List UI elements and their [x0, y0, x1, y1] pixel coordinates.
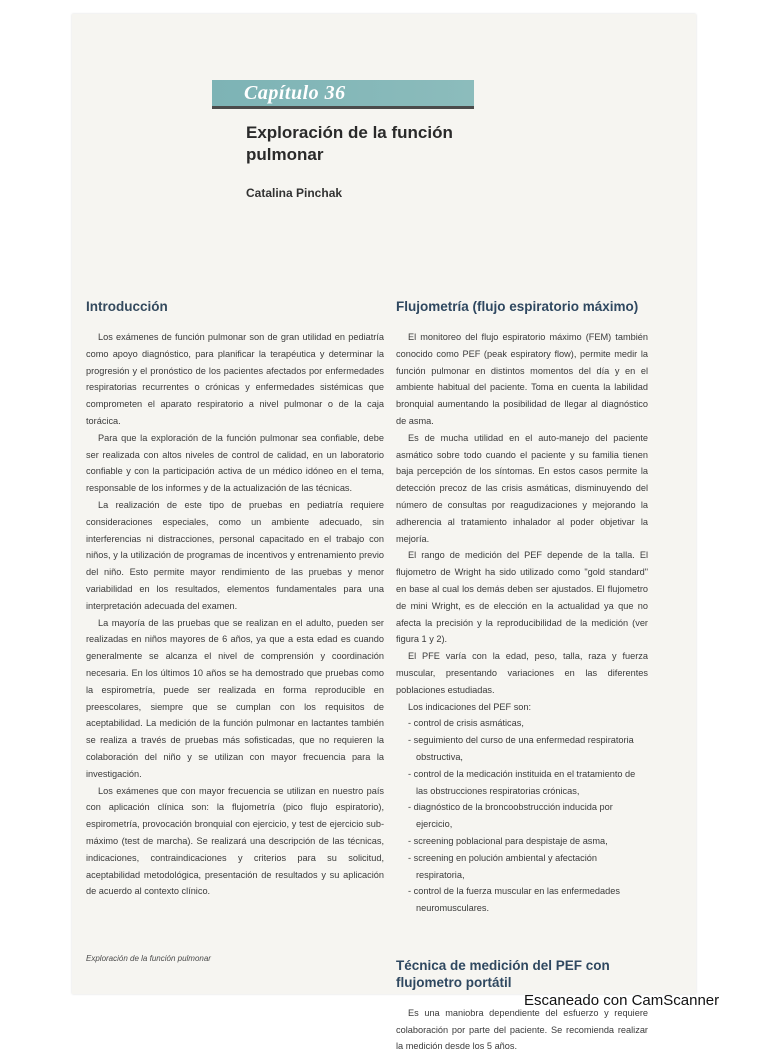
paragraph: Para que la exploración de la función pulmonar sea confiable, debe ser realizada con altos niveles de control de calidad, en un laboratorio confiable y con la participación activa de un médico idóneo en el tema, responsable de los informes y de la actualización de las técnicas. [86, 432, 384, 494]
paragraph: Es una maniobra dependiente del esfuerzo y requiere colaboración por parte del paciente. Se recomienda realizar la medición desde los 5 años. [396, 1007, 648, 1052]
chapter-banner [212, 80, 474, 108]
tecnica-heading: Técnica de medición del PEF con flujometro portátil [396, 957, 610, 990]
paragraph: La realización de este tipo de pruebas en pediatría requiere consideraciones especiales, como un ambiente adecuado, sin interferencias ni distracciones, personal capacitado en el trabajo con niños, y la utilización de programas de incentivos y entrenamiento previo del niño. Esto permite mayor rendimiento de las pruebas y menor variabilidad en los resultados, elementos fundamentales para una interpretación adecuada del examen. [86, 499, 384, 611]
chapter-rule [212, 106, 474, 109]
paragraph: Es de mucha utilidad en el auto-manejo del paciente asmático sobre todo cuando el paciente y su familia tienen baja percepción de los síntomas. En estos casos permite la detección precoz de las crisis asmáticas, disminuyendo del número de consultas por reagudizaciones y mejorando la adherencia al tratamiento inhalador al poder objetivar la mejoría. [396, 432, 648, 544]
chapter-title: Exploración de la función pulmonar [246, 123, 453, 164]
camscanner-watermark: Escaneado con CamScanner [524, 992, 720, 1009]
indications-list [396, 715, 648, 917]
paragraph: El rango de medición del PEF depende de la talla. El flujometro de Wright ha sido utilizado como "gold standard" en base al cual los demás deben ser ajustados. El flujometro de mini Wright, es de elección en la actualidad ya que no afecta la precisión y la reproducibilidad de la medición (ver figura 1 y 2). [396, 550, 648, 645]
paragraph: El PFE varía con la edad, peso, talla, raza y fuerza muscular, presentando variaciones en las diferentes poblaciones estudiadas. [396, 651, 648, 695]
list-item: - control de la medicación instituida en el tratamiento de las obstrucciones respiratorias crónicas, [408, 766, 648, 800]
list-item: - seguimiento del curso de una enfermedad respiratoria obstructiva, [408, 732, 648, 766]
list-item: - screening poblacional para despistaje de asma, [408, 833, 648, 850]
paragraph: Los exámenes que con mayor frecuencia se utilizan en nuestro país con aplicación clínica son: la flujometría (pico flujo espiratorio), espirometría, provocación bronquial con ejercicio, y test de ejercicio sub-máximo (test de marcha). Se realizará una descripción de las técnicas, indicaciones, contraindicaciones y criterios para su solicitud, aceptabilidad metodológica, presentación de resultados y su aplicación de acuerdo al contexto clínico. [86, 785, 384, 897]
right-column [396, 298, 648, 1055]
list-item: - diagnóstico de la broncoobstrucción inducida por ejercicio, [408, 799, 648, 833]
indications-label: Los indicaciones del PEF son: [408, 701, 532, 712]
paragraph: Los exámenes de función pulmonar son de gran utilidad en pediatría como apoyo diagnóstico, para planificar la terapéutica y determinar la progresión y el pronóstico de los pacientes afectados por enfermedades respiratorias recurrentes o crónicas y enfermedades sistémicas que comprometen el aparato respiratorio a nivel pulmonar o de la caja torácica. [86, 332, 384, 426]
running-footer: Exploración de la función pulmonar [86, 954, 211, 963]
list-item: - control de la fuerza muscular en las enfermedades neuromusculares. [408, 883, 648, 917]
list-item: - control de crisis asmáticas, [408, 715, 648, 732]
list-item: - screening en polución ambiental y afectación respiratoria, [408, 850, 648, 884]
paragraph: El monitoreo del flujo espiratorio máximo (FEM) también conocido como PEF (peak espiratory flow), permite medir la función pulmonar en distintos momentos del día y en el ambiente habitual del paciente. Toma en cuenta la labilidad bronquial aumentando la posibilidad de llegar al diagnóstico de asma. [396, 332, 648, 426]
flujometria-heading: Flujometría (flujo espiratorio máximo) [396, 299, 639, 314]
left-column [86, 298, 384, 900]
introduction-heading: Introducción [86, 299, 168, 314]
author-name: Catalina Pinchak [246, 186, 343, 200]
paragraph: La mayoría de las pruebas que se realizan en el adulto, pueden ser realizadas en niños mayores de 6 años, ya que a esta edad es cuando generalmente se alcanza el nivel de comprensión y coordinación necesaria. En los últimos 10 años se ha demostrado que pruebas como la espirometría, puede ser realizada en forma reproducible en preescolares, siempre que se cumplan con los requisitos de aceptabilidad. La medición de la función pulmonar en lactantes también se realiza a través de pruebas más sofisticadas, que no requieren la colaboración del niño y se utilizan con mayor frecuencia para la investigación. [86, 617, 384, 779]
chapter-label: Capítulo 36 [244, 82, 346, 104]
